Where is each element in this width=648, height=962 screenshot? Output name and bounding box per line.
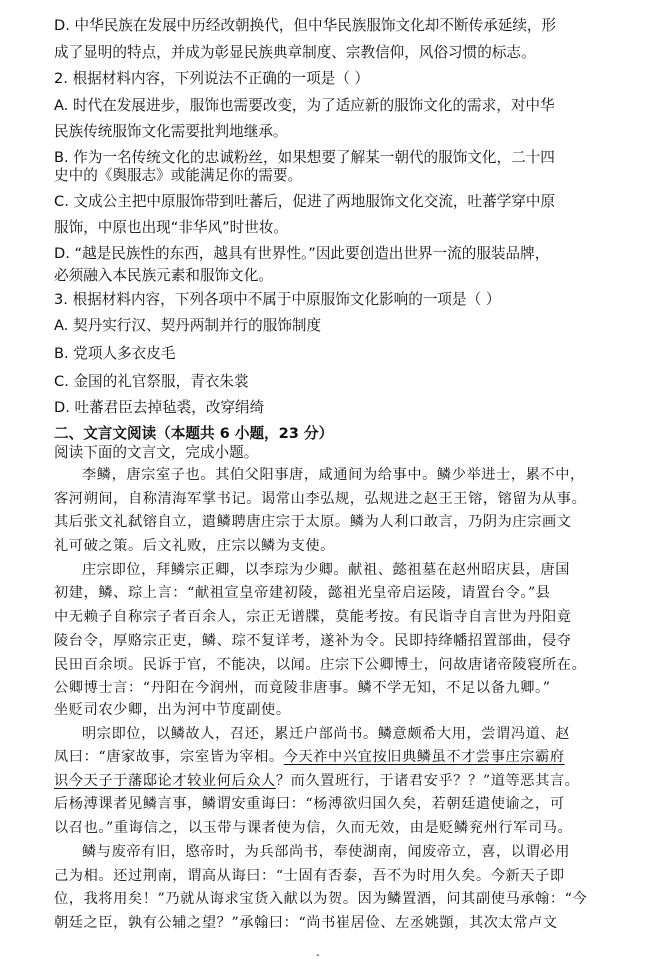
underlined-sentence-part2: 识今天子于藩邸论才较业何后众人 xyxy=(54,773,276,789)
underlined-sentence-part1: 今天祚中兴宜按旧典鳞虽不才尝事庄宗霸府 xyxy=(283,749,565,765)
passage-p1-line1: 李鳞，唐宗室子也。其伯父阳事唐，咸通间为给事中。鳞少举进士，累不中， xyxy=(82,467,585,483)
q2-option-b-line2: 史中的《舆服志》或能满足你的需要。 xyxy=(54,167,303,184)
passage-p3-line1: 明宗即位，以鳞故人，召还，累迁户部尚书。鳞意颇希大用，尝谓冯道、赵 xyxy=(82,726,570,742)
passage-p2-line7: 坐贬司农少卿，出为河中节度副使。 xyxy=(54,702,291,718)
passage-p2-line4: 陵台令，厚赂宗正吏，鳞、琮不复详考，遂补为令。民即持绛幡招置部曲，侵夺 xyxy=(54,633,572,649)
passage-p4-line4: 朝廷之臣，孰有公辅之望？”承翰曰：“尚书崔居俭、左丞姚顗，其次太常卢文 xyxy=(54,915,558,931)
q3-option-b: B. 党项人多衣皮毛 xyxy=(54,345,176,362)
passage-p3-line3-tail: ？而久置班行，于诸君安乎？ xyxy=(275,773,469,789)
q2-option-d-line2: 必须融入本民族元素和服饰文化。 xyxy=(54,267,273,284)
passage-p3-line2-lead: 凤曰：“唐家故事，宗室皆为宰相。 xyxy=(54,749,284,765)
passage-p3-line3 xyxy=(54,771,579,791)
passage-p3-line4: 后杨溥课者见鳞言事，鳞谓安重诲曰：“杨溥欲归国久矣，若朝廷遣使谕之，可 xyxy=(54,796,565,812)
passage-p4-line1: 鳞与废帝有旧，愍帝时，为兵部尚书，奉使湖南，闻废帝立，喜，以谓必用 xyxy=(82,844,570,860)
passage-p3-line5: 以召也。”重诲信之，以玉带与课者使为信，久而无效，由是贬鳞兖州行军司马。 xyxy=(54,820,573,836)
section-instruction: 阅读下面的文言文，完成小题。 xyxy=(54,444,259,461)
q2-option-c-line2: 服饰，中原也出现“非华风”时世妆。 xyxy=(54,219,289,236)
passage-p2-line1: 庄宗即位，拜鳞宗正卿，以李琮为少卿。献祖、懿祖墓在赵州昭庆县，唐国 xyxy=(82,562,570,578)
q3-option-c: C. 金国的礼官祭服，青衣朱裳 xyxy=(54,373,249,390)
passage-p1-line2: 客河朔间，自称清海军掌书记。谒常山李弘规，弘规进之赵王王镕，镕留为从事。 xyxy=(54,491,587,507)
passage-p4-line3: 位，我将用矣！”乃就从诲求宝货入献以为贺。因为鳞置酒，问其副使马承翰：“今 xyxy=(54,891,588,907)
q3-option-a: A. 契丹实行汉、契丹两制并行的服饰制度 xyxy=(54,317,322,334)
passage-p1-line4: 礼可破之策。后文礼败，庄宗以鳞为支使。 xyxy=(54,538,335,554)
q3-stem: 3. 根据材料内容，下列各项中不属于中原服饰文化影响的一项是（ ） xyxy=(54,291,501,308)
passage-p2-line6: 公卿博士言：“丹阳在今润州，而竟陵非唐事。鳞不学无知，不足以备九卿。” xyxy=(54,680,551,696)
q2-option-c-line1: C. 文成公主把中原服饰带到吐蕃后，促进了两地服饰文化交流，吐蕃学穿中原 xyxy=(54,193,556,210)
passage-p1-line3: 其后张文礼弑镕自立，遣鳞聘唐庄宗于太原。鳞为人利口敢言，乃阴为庄宗画文 xyxy=(54,514,572,530)
q3-option-d: D. 吐蕃君臣去掉毡裘，改穿绢绮 xyxy=(54,399,265,416)
q2-option-a-line2: 民族传统服饰文化需要批判地继承。 xyxy=(54,123,288,140)
passage-p2-line5: 民田百余顷。民诉于官，不能决，以闻。庄宗下公卿博士，问故唐诸帝陵寝所在。 xyxy=(54,657,587,673)
passage-p2-line2: 初建，鳞、琮上言：“献祖宣皇帝建初陵，懿祖光皇帝启运陵，请置台令。”县 xyxy=(54,585,551,601)
passage-p3-line2 xyxy=(54,747,565,767)
q1-option-d-line1: D. 中华民族在发展中历经改朝换代，但中华民族服饰文化却不断传承延续，形 xyxy=(54,17,557,34)
page-footer-mark: - xyxy=(316,950,320,961)
q1-option-d-line2: 成了显明的特点，并成为彰显民族典章制度、宗教信仰，风俗习惯的标志。 xyxy=(54,44,536,61)
q2-option-d-line1: D. “越是民族性的东西，越具有世界性。”因此要创造出世界一流的服装品牌， xyxy=(54,245,550,262)
passage-p2-line3: 中无赖子自称宗子者百余人，宗正无谱牒，莫能考按。有民诣寺自言世为丹阳竟 xyxy=(54,609,572,625)
q2-option-b-line1: B. 作为一名传统文化的忠诚粉丝，如果想要了解某一朝代的服饰文化，二十四 xyxy=(54,149,555,166)
passage-p4-line2: 己为相。还过荆南，谓高从诲曰：“士固有否泰，吾不为时用久矣。今新天子即 xyxy=(54,868,565,884)
q2-stem: 2. 根据材料内容，下列说法不正确的一项是（ ） xyxy=(54,70,370,87)
passage-p3-line3-end: ？”道等恶其言。 xyxy=(468,773,580,789)
section-heading: 二、文言文阅读（本题共 6 小题，23 分） xyxy=(54,425,334,442)
q2-option-a-line1: A. 时代在发展进步，服饰也需要改变，为了适应新的服饰文化的需求，对中华 xyxy=(54,97,555,114)
